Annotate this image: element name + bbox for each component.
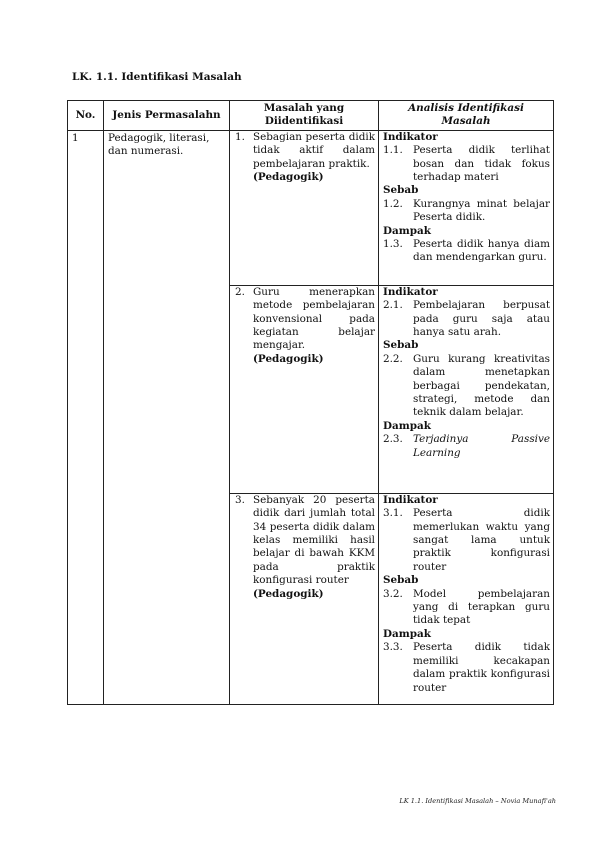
indikator-text: Pembelajaran berpusat pada guru saja atau hanya satu arah. [413,299,550,339]
row-number: 1 [68,130,104,704]
dampak-label: Dampak [383,224,431,237]
problem-number: 3. [235,493,245,506]
problem-category: (Pedagogik) [253,352,324,365]
table-row [68,130,554,285]
dampak-number: 1.3. [383,238,403,251]
dampak-text: Peserta didik hanya diam dan mendengarkan guru. [413,238,550,264]
sebab-text: Guru kurang kreativitas dalam menetapkan berbagai pendekatan, strategi, metode dan teknik dalam belajar. [413,352,550,419]
sebab-number: 2.2. [383,352,403,365]
problem-type: Pedagogik, literasi, dan numerasi. [104,130,230,704]
problem-cell-3 [230,493,379,704]
analysis-cell-3 [379,493,554,704]
problem-category: (Pedagogik) [253,171,324,184]
sebab-text: Kurangnya minat belajar Peserta didik. [413,197,550,224]
problem-text: Guru menerapkan metode pembelajaran konvensional pada kegiatan belajar mengajar. [253,285,375,352]
dampak-text: Peserta didik tidak memiliki kecakapan dalam praktik konfigurasi router [413,641,550,694]
indikator-label: Indikator [383,285,438,298]
problem-text: Sebagian peserta didik tidak aktif dalam pembelajaran praktik. [253,130,375,170]
dampak-text: Terjadinya Passive Learning [413,433,550,459]
dampak-number: 2.3. [383,433,403,446]
header-masalah: Masalah yang Diidentifikasi [230,101,379,131]
sebab-label: Sebab [383,184,419,197]
dampak-label: Dampak [383,419,431,432]
indikator-label: Indikator [383,493,438,506]
sebab-label: Sebab [383,339,419,352]
indikator-label: Indikator [383,130,438,143]
sebab-label: Sebab [383,574,419,587]
table-header-row [68,101,554,131]
indikator-number: 1.1. [383,144,403,157]
problem-text: Sebanyak 20 peserta didik dari jumlah total 34 peserta didik dalam kelas memiliki hasil belajar di bawah KKM pada praktik konfigurasi router [253,493,375,587]
dampak-label: Dampak [383,627,431,640]
sebab-number: 1.2. [383,197,403,210]
indikator-text: Peserta didik memerlukan waktu yang sangat lama untuk praktik konfigurasi router [413,507,550,573]
analysis-cell-1 [379,130,554,285]
sebab-text: Model pembelajaran yang di terapkan guru tidak tepat [413,587,550,627]
problem-number: 2. [235,285,245,298]
problem-number: 1. [235,130,245,143]
header-analisis: Analisis Identifikasi Masalah [379,101,554,131]
page-title: LK. 1.1. Identifikasi Masalah [72,71,242,83]
problem-cell-2 [230,285,379,493]
header-jenis: Jenis Permasalahn [104,101,230,131]
problem-cell-1 [230,130,379,285]
problem-category: (Pedagogik) [253,587,324,600]
identification-table [67,100,554,705]
indikator-text: Peserta didik terlihat bosan dan tidak fokus terhadap materi [413,144,550,184]
indikator-number: 2.1. [383,299,403,312]
header-no: No. [68,101,104,131]
sebab-number: 3.2. [383,587,403,600]
indikator-number: 3.1. [383,507,403,520]
dampak-number: 3.3. [383,641,403,654]
analysis-cell-2 [379,285,554,493]
page-footer: LK 1.1. Identifikasi Masalah – Novia Munafi'ah [399,797,556,805]
